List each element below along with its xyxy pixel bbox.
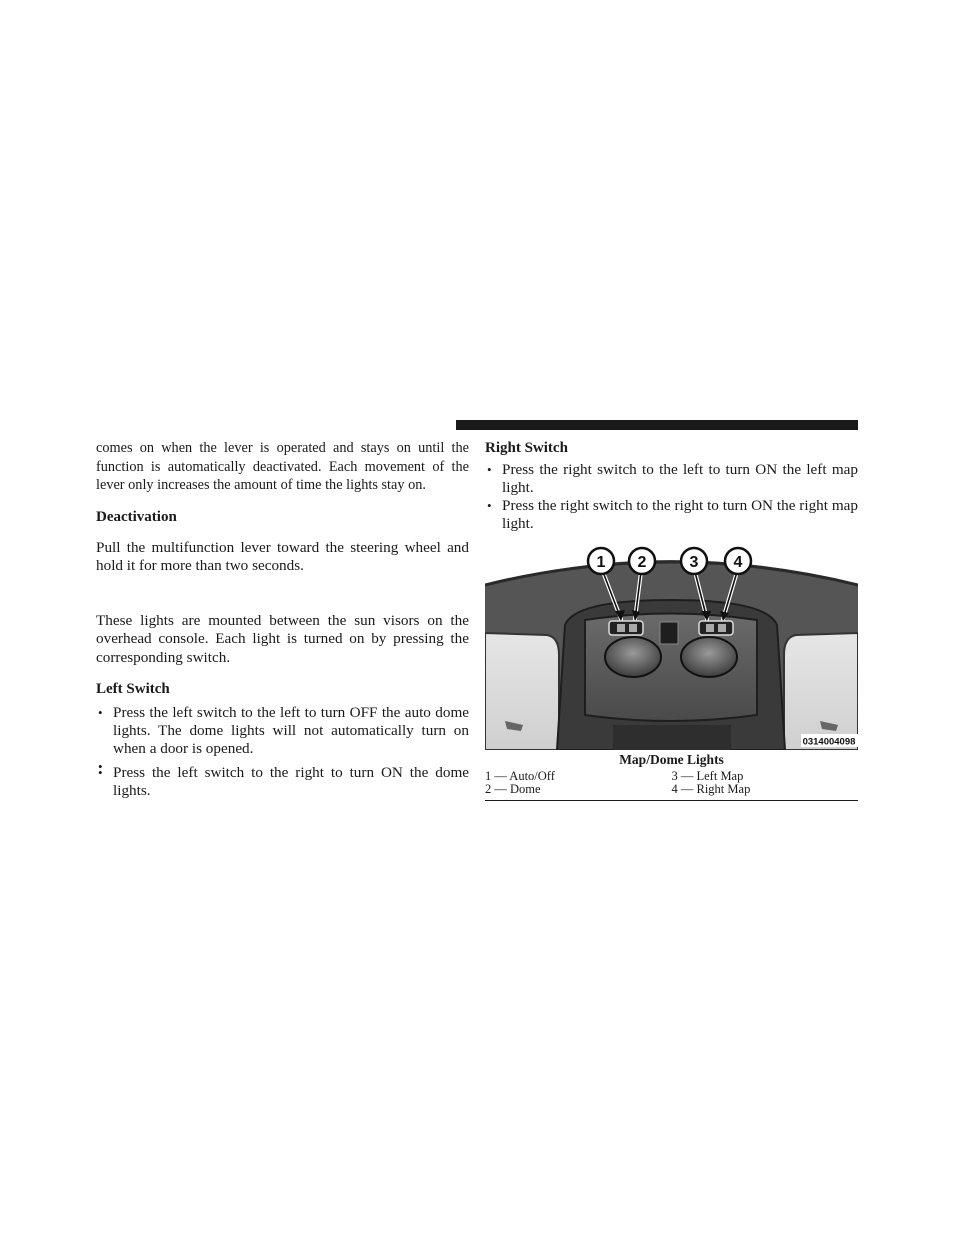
legend-entry: 1 — Auto/Off xyxy=(485,769,555,783)
section-header-bar xyxy=(456,420,858,430)
image-code: 0314004098 xyxy=(802,736,856,748)
right-switch-heading: Right Switch xyxy=(485,440,568,456)
callout-4 xyxy=(725,548,751,574)
deactivation-heading: Deactivation xyxy=(96,508,177,525)
legend-entry: 3 — Left Map xyxy=(671,769,744,783)
legend-row xyxy=(485,783,858,796)
callout-2 xyxy=(629,548,655,574)
left-column xyxy=(96,439,469,800)
callout-label: 3 xyxy=(689,554,699,571)
right-column xyxy=(485,439,858,533)
lights-paragraph: These lights are mounted between the sun visors on the overhead console. Each light is turned on by pressing the corresponding switch. xyxy=(96,611,469,666)
callout-1 xyxy=(588,548,614,574)
callout-label: 2 xyxy=(637,554,647,571)
left-switch-list xyxy=(96,704,469,800)
intro-paragraph: comes on when the lever is operated and stays on until the function is automatically deactivated. Each movement of the lever only increases the amount of time the lights stay on. xyxy=(96,440,469,493)
list-item: • Press the right switch to the right to turn ON the right map light. xyxy=(485,497,858,533)
left-switch-heading: Left Switch xyxy=(96,681,170,697)
callout-3 xyxy=(681,548,707,574)
deactivation-paragraph: Pull the multifunction lever toward the steering wheel and hold it for more than two seconds. xyxy=(96,538,469,574)
right-switch-list xyxy=(485,461,858,533)
legend-entry: 2 — Dome xyxy=(485,782,541,796)
legend-entry: 4 — Right Map xyxy=(671,782,751,796)
callout-label: 4 xyxy=(733,554,743,571)
list-item: • Press the left switch to the left to turn OFF the auto dome lights. The dome lights will not automatically turn on when a door is opened. xyxy=(96,704,469,758)
list-item: • Press the right switch to the left to turn ON the left map light. xyxy=(485,461,858,497)
figure-legend xyxy=(485,770,858,796)
legend-divider xyxy=(485,800,858,801)
figure-caption: Map/Dome Lights xyxy=(619,752,724,767)
callout-label: 1 xyxy=(596,554,606,571)
list-item: • Press the left switch to the right to turn ON the dome lights. xyxy=(96,764,469,800)
map-dome-lights-illustration xyxy=(485,545,858,750)
